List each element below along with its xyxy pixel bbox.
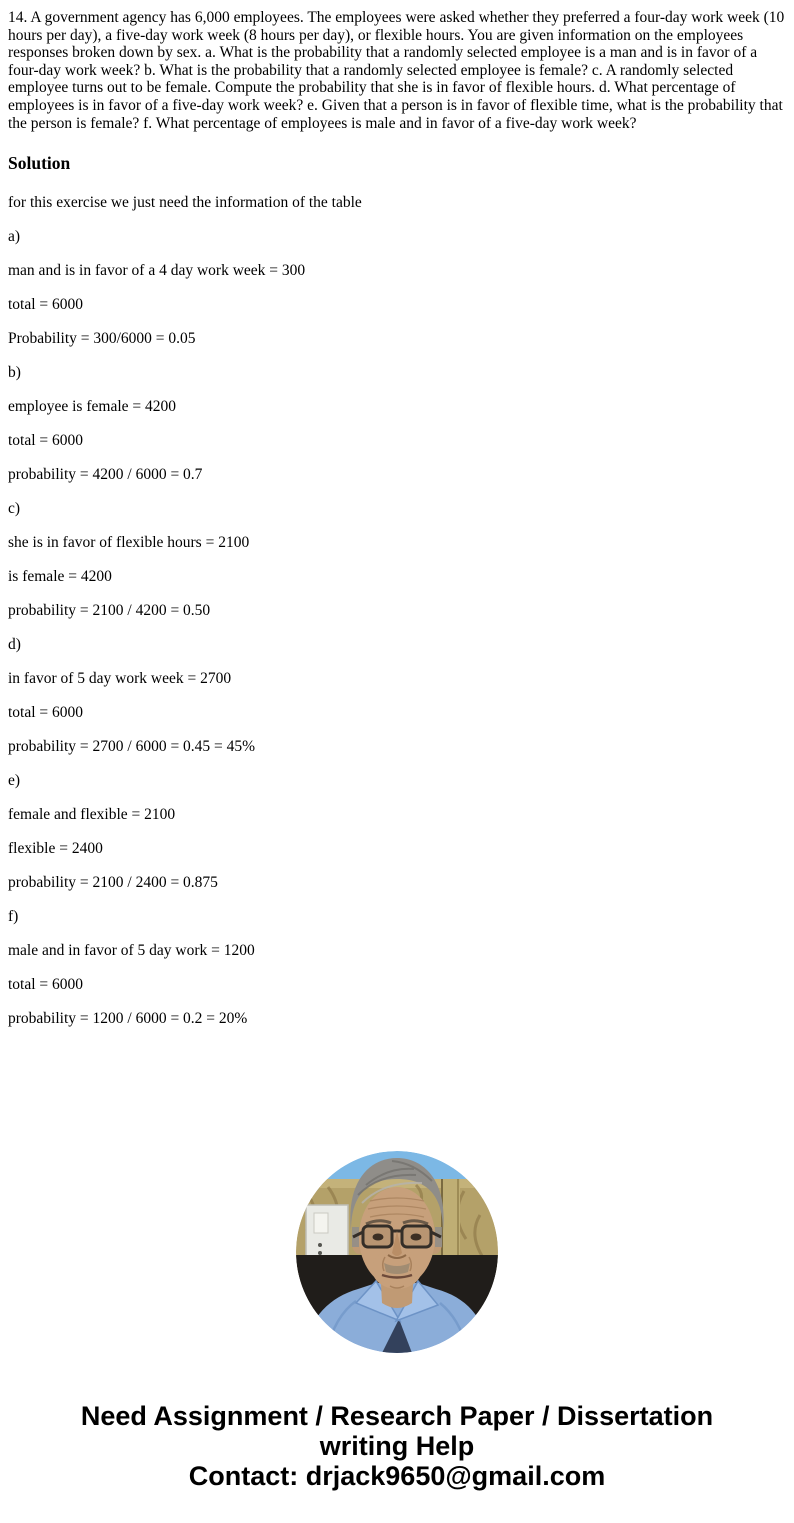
footer-line-1: Need Assignment / Research Paper / Dissertation bbox=[80, 1401, 714, 1432]
part-c-line: is female = 4200 bbox=[8, 568, 112, 586]
tutor-photo-icon bbox=[296, 1151, 498, 1353]
part-e-line: female and flexible = 2100 bbox=[8, 806, 176, 824]
part-c-label: c) bbox=[8, 500, 21, 518]
part-f-line: total = 6000 bbox=[8, 976, 84, 994]
part-d-line: total = 6000 bbox=[8, 704, 84, 722]
part-a-line: total = 6000 bbox=[8, 296, 84, 314]
part-c-line: she is in favor of flexible hours = 2100 bbox=[8, 534, 250, 552]
part-b-label: b) bbox=[8, 364, 21, 382]
part-b-line: probability = 4200 / 6000 = 0.7 bbox=[8, 466, 203, 484]
part-f-line: probability = 1200 / 6000 = 0.2 = 20% bbox=[8, 1010, 248, 1028]
tutor-avatar bbox=[296, 1151, 498, 1353]
footer-line-2: writing Help bbox=[319, 1431, 475, 1462]
question-text: 14. A government agency has 6,000 employees. The employees were asked whether they preferred a four-day work week (10 hours per day), a five-day work week (8 hours per day), or flexible hours. You are given information on the employees responses broken down by sex. a. What is the probability that a randomly selected employee is a man and is in favor of a four-day work week? b. What is the probability that a randomly selected employee is female? c. A randomly selected employee turns out to be female. Compute the probability that she is in favor of flexible hours. d. What percentage of employees is in favor of a five-day work week? e. Given that a person is in favor of flexible time, what is the probability that the person is female? f. What percentage of employees is male and in favor of a five-day work week? bbox=[8, 9, 785, 132]
part-e-line: flexible = 2400 bbox=[8, 840, 103, 858]
part-b-line: total = 6000 bbox=[8, 432, 84, 450]
part-d-line: in favor of 5 day work week = 2700 bbox=[8, 670, 232, 688]
part-b-line: employee is female = 4200 bbox=[8, 398, 176, 416]
part-d-line: probability = 2700 / 6000 = 0.45 = 45% bbox=[8, 738, 256, 756]
part-a-label: a) bbox=[8, 228, 21, 246]
footer-banner bbox=[8, 1401, 786, 1522]
part-a-line: man and is in favor of a 4 day work week = 300 bbox=[8, 262, 306, 280]
solution-heading: Solution bbox=[8, 153, 71, 174]
solution-intro: for this exercise we just need the information of the table bbox=[8, 194, 362, 212]
part-f-line: male and in favor of 5 day work = 1200 bbox=[8, 942, 255, 960]
part-d-label: d) bbox=[8, 636, 21, 654]
part-e-line: probability = 2100 / 2400 = 0.875 bbox=[8, 874, 218, 892]
footer-contact-email: Contact: drjack9650@gmail.com bbox=[188, 1461, 606, 1492]
part-e-label: e) bbox=[8, 772, 21, 790]
part-a-line: Probability = 300/6000 = 0.05 bbox=[8, 330, 196, 348]
part-c-line: probability = 2100 / 4200 = 0.50 bbox=[8, 602, 211, 620]
part-f-label: f) bbox=[8, 908, 19, 926]
